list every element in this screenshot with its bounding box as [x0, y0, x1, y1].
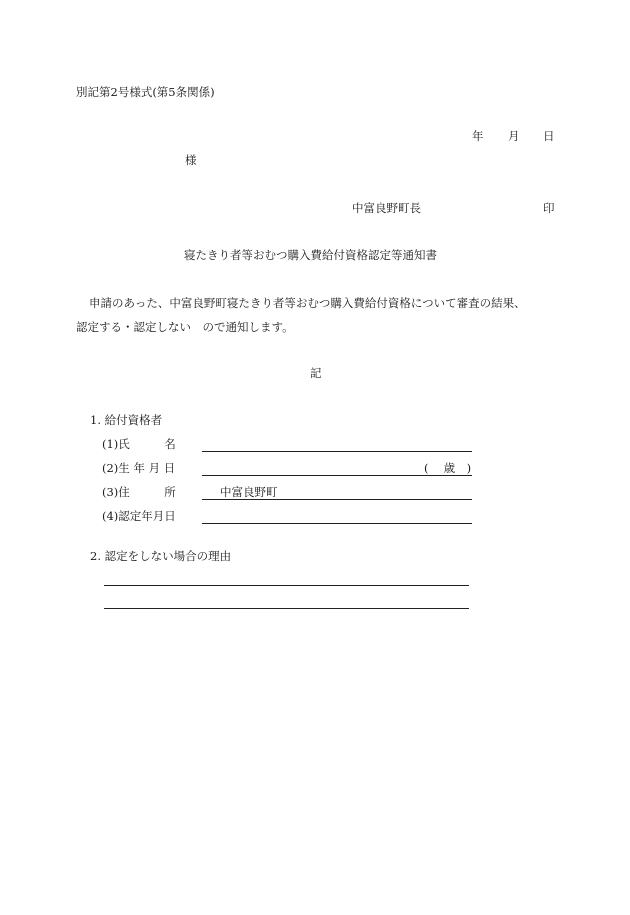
age-field: ( 歳 ) — [424, 461, 472, 475]
name-label: (1)氏 名 — [102, 437, 176, 451]
body-line-2: 認定する・認定しない ので通知します。 — [76, 320, 294, 334]
name-line — [202, 451, 472, 452]
body-line-1: 申請のあった、中富良野町寝たきり者等おむつ購入費給付資格について審査の結果、 — [89, 296, 526, 310]
section2-heading: 2. 認定をしない場合の理由 — [90, 549, 232, 563]
seal-mark: 印 — [543, 201, 555, 215]
birthdate-line — [202, 475, 472, 476]
date-month-label: 月 — [508, 129, 520, 143]
certification-date-label: (4)認定年月日 — [102, 509, 176, 523]
document-title: 寝たきり者等おむつ購入費給付資格認定等通知書 — [184, 248, 437, 262]
ki-heading: 記 — [310, 366, 322, 380]
issuer-name: 中富良野町長 — [352, 201, 421, 215]
date-day-label: 日 — [543, 129, 555, 143]
certification-date-line — [202, 523, 472, 524]
address-value: 中富良野町 — [220, 485, 278, 499]
reason-line-2 — [104, 608, 469, 609]
reason-line-1 — [104, 585, 469, 586]
form-reference: 別記第2号様式(第5条関係) — [76, 85, 215, 99]
address-line — [202, 499, 472, 500]
date-year-label: 年 — [472, 129, 484, 143]
section1-heading: 1. 給付資格者 — [90, 413, 163, 427]
birthdate-label: (2)生 年 月 日 — [102, 461, 176, 475]
addressee-suffix: 様 — [185, 153, 197, 167]
address-label: (3)住 所 — [102, 485, 176, 499]
